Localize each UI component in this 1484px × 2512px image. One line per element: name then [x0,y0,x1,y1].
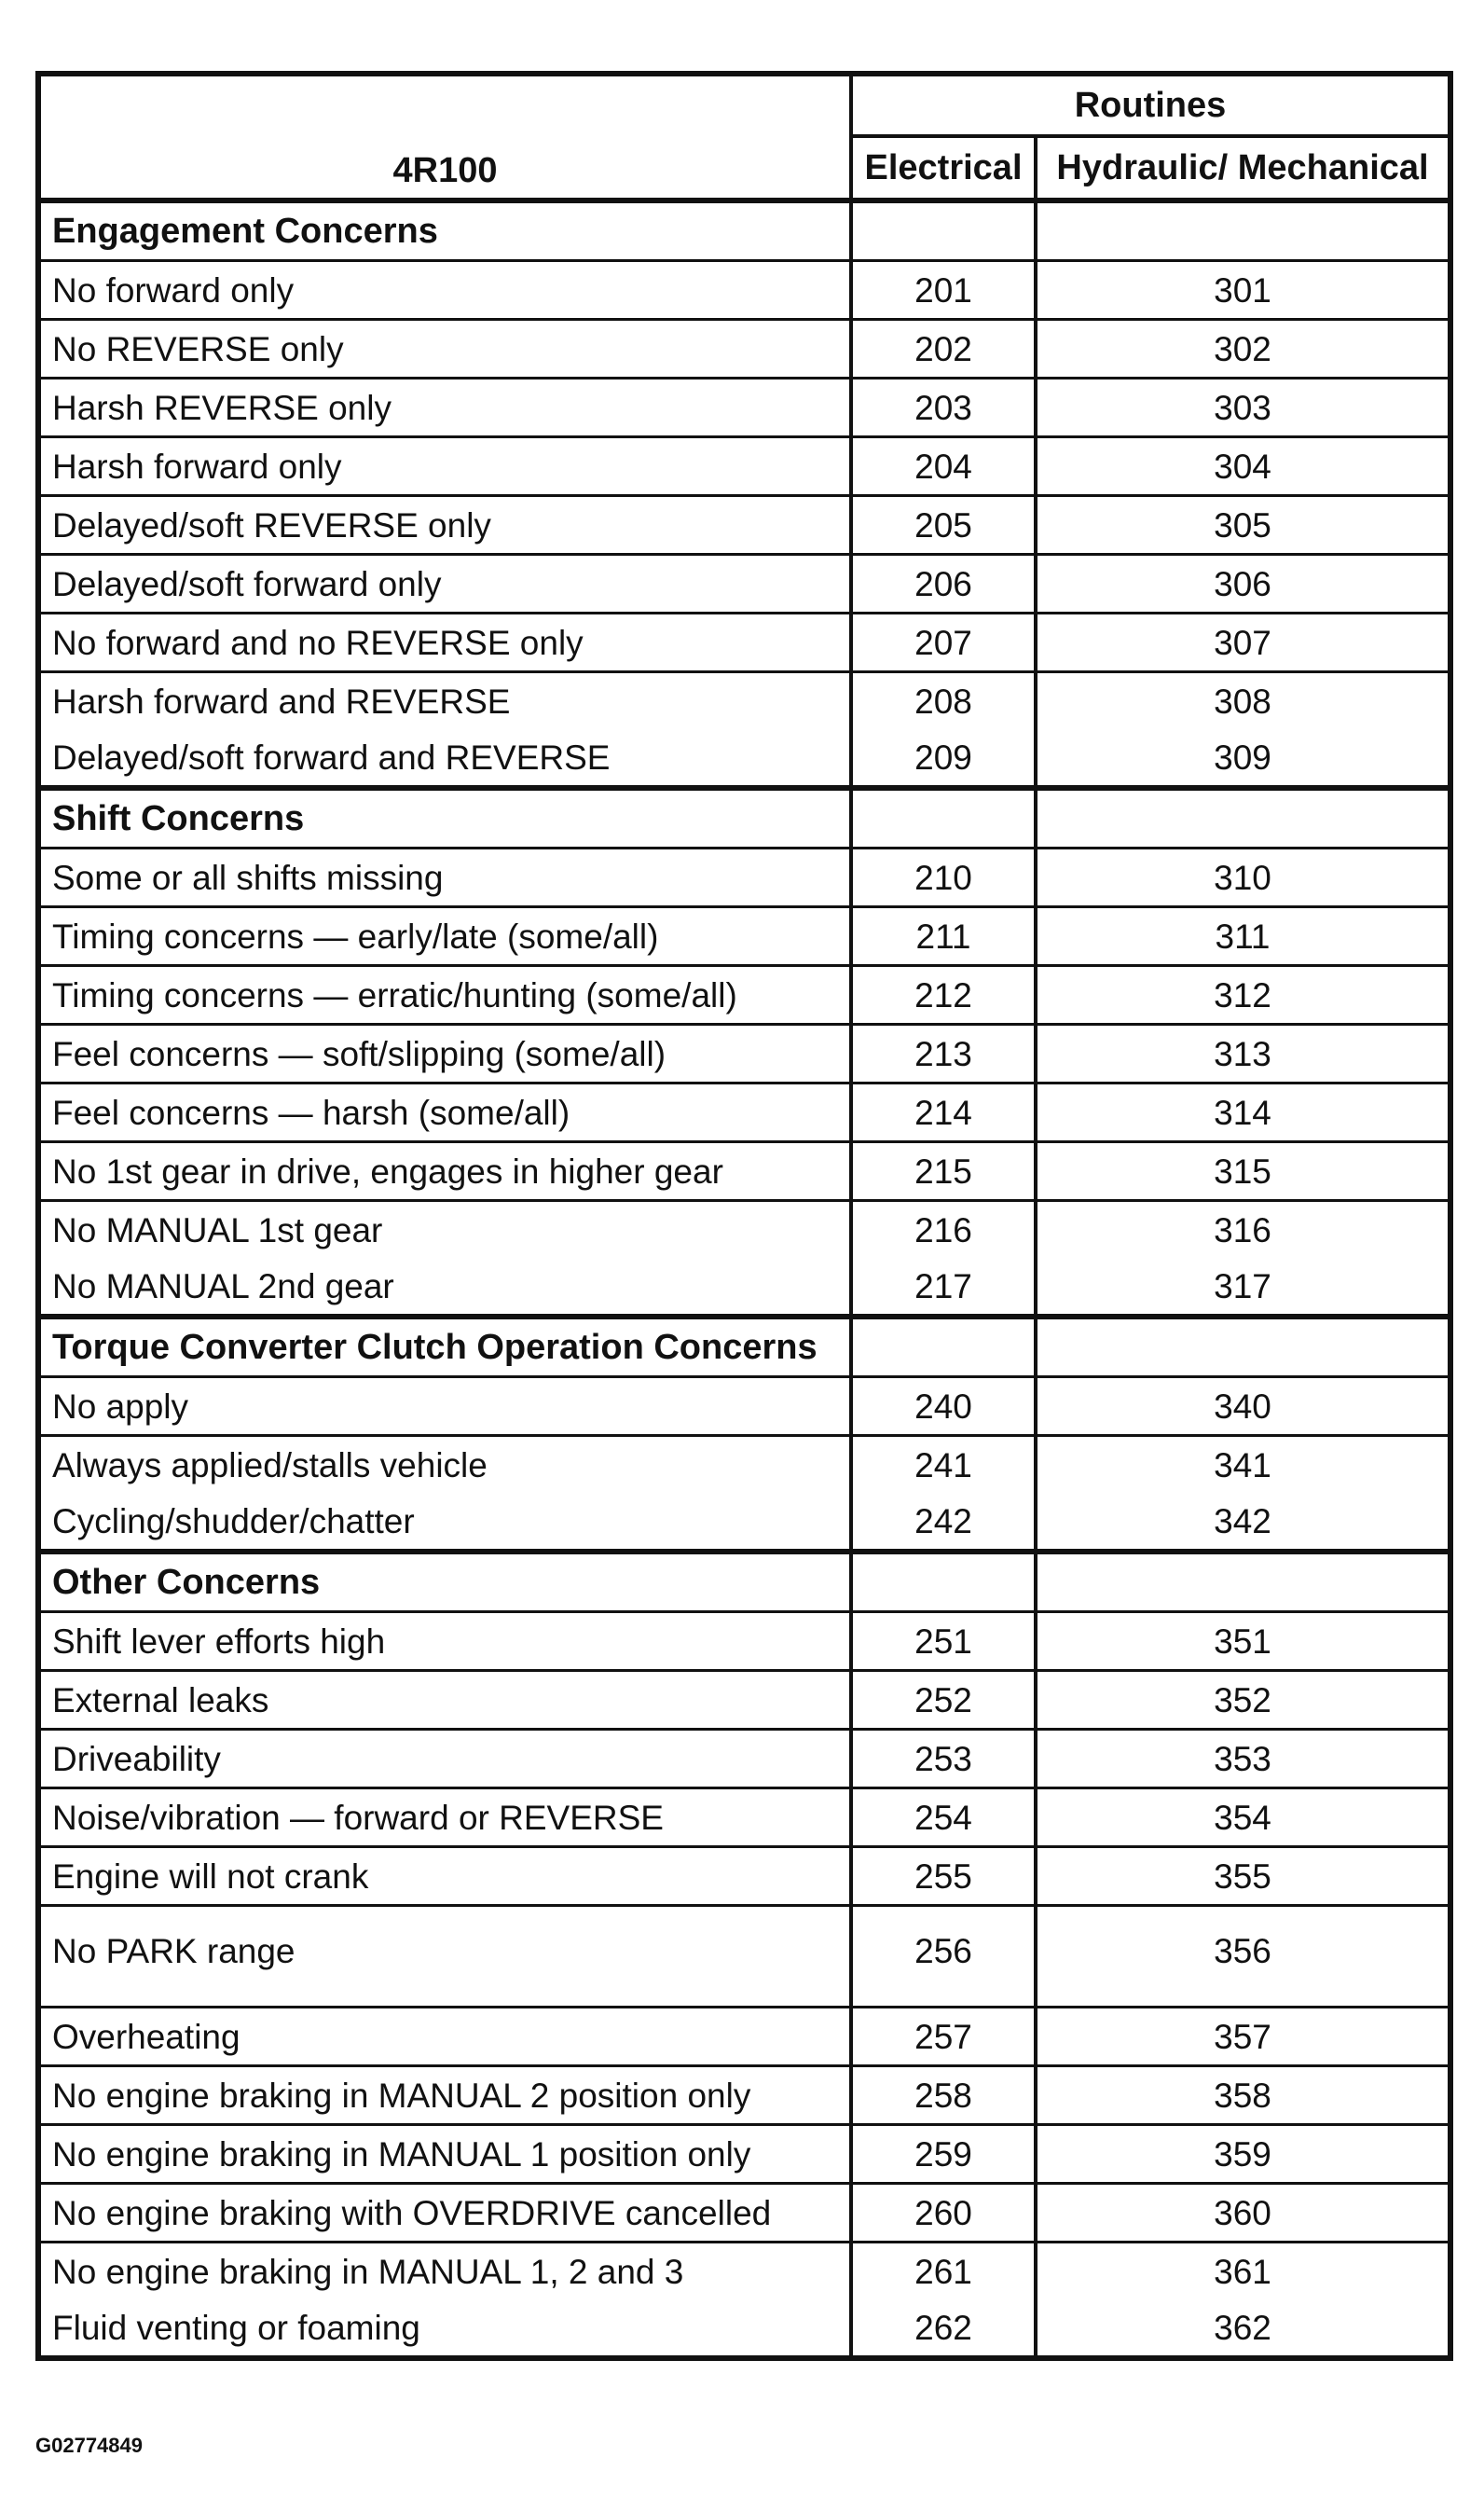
table-row [38,1258,1450,1317]
hydraulic-routine: 358 [1036,2066,1450,2125]
concern-label: No PARK range [38,1906,851,2008]
section-heading-row [38,1552,1450,1612]
concern-label: No forward only [38,261,851,320]
table-body [38,74,1450,2358]
hydraulic-routine: 351 [1036,1612,1450,1671]
concern-label: No apply [38,1377,851,1436]
figure-id-label: G02774849 [35,2434,143,2457]
table-row [38,379,1450,437]
concern-label: Delayed/soft REVERSE only [38,496,851,555]
hydraulic-routine: 309 [1036,729,1450,788]
electrical-column-header: Electrical [851,136,1036,200]
electrical-routine: 215 [851,1142,1036,1201]
hydraulic-routine: 314 [1036,1083,1450,1142]
table-row [38,555,1450,614]
hydraulic-routine: 311 [1036,907,1450,966]
table-row [38,2008,1450,2066]
hydraulic-routine: 357 [1036,2008,1450,2066]
table-row [38,849,1450,907]
concern-label: No engine braking in MANUAL 1 position only [38,2125,851,2184]
concern-label: Delayed/soft forward only [38,555,851,614]
concern-label: Some or all shifts missing [38,849,851,907]
hydraulic-routine: 304 [1036,437,1450,496]
electrical-routine: 253 [851,1730,1036,1788]
electrical-routine: 257 [851,2008,1036,2066]
section-heading-row [38,200,1450,261]
table-row [38,1142,1450,1201]
concern-label: Driveability [38,1730,851,1788]
hydraulic-routine: 316 [1036,1201,1450,1259]
section-heading: Other Concerns [38,1552,851,1612]
electrical-routine: 212 [851,966,1036,1025]
electrical-routine: 217 [851,1258,1036,1317]
table-row [38,1377,1450,1436]
electrical-routine: 241 [851,1436,1036,1494]
hydraulic-routine: 361 [1036,2243,1450,2300]
hydraulic-routine: 340 [1036,1377,1450,1436]
concern-label: No 1st gear in drive, engages in higher gear [38,1142,851,1201]
hydraulic-routine: 310 [1036,849,1450,907]
concern-label: Overheating [38,2008,851,2066]
hydraulic-routine: 354 [1036,1788,1450,1847]
electrical-routine: 205 [851,496,1036,555]
electrical-routine: 207 [851,614,1036,672]
electrical-routine: 204 [851,437,1036,496]
electrical-routine: 262 [851,2299,1036,2358]
table-row [38,437,1450,496]
hydraulic-routine: 312 [1036,966,1450,1025]
electrical-routine: 252 [851,1671,1036,1730]
table-row [38,672,1450,730]
electrical-routine: 203 [851,379,1036,437]
table-row [38,1906,1450,2008]
hydraulic-routine: 359 [1036,2125,1450,2184]
concern-label: No engine braking with OVERDRIVE cancelled [38,2184,851,2243]
electrical-routine: 261 [851,2243,1036,2300]
concern-label: Feel concerns — soft/slipping (some/all) [38,1025,851,1083]
electrical-routine: 202 [851,320,1036,379]
electrical-routine: 254 [851,1788,1036,1847]
electrical-routine: 259 [851,2125,1036,2184]
electrical-routine: 251 [851,1612,1036,1671]
table-row [38,2066,1450,2125]
electrical-routine: 214 [851,1083,1036,1142]
table-row [38,907,1450,966]
concern-label: No engine braking in MANUAL 1, 2 and 3 [38,2243,851,2300]
table-row [38,261,1450,320]
hydraulic-routine: 360 [1036,2184,1450,2243]
hydraulic-routine: 301 [1036,261,1450,320]
hydraulic-routine: 355 [1036,1847,1450,1906]
electrical-routine: 255 [851,1847,1036,1906]
routines-header: Routines [851,74,1450,136]
section-heading: Engagement Concerns [38,200,851,261]
table-row [38,1493,1450,1552]
hydraulic-routine: 317 [1036,1258,1450,1317]
hydraulic-routine: 307 [1036,614,1450,672]
table-row [38,2243,1450,2300]
table-row [38,966,1450,1025]
electrical-routine: 260 [851,2184,1036,2243]
section-heading-row [38,1317,1450,1377]
table-row [38,1788,1450,1847]
table-row [38,1730,1450,1788]
table-row [38,320,1450,379]
concern-label: Harsh forward and REVERSE [38,672,851,730]
diagnostic-routines-table [35,71,1453,2361]
section-hydraulic-blank [1036,788,1450,849]
table-row [38,729,1450,788]
section-hydraulic-blank [1036,1552,1450,1612]
table-row [38,1083,1450,1142]
concern-label: Feel concerns — harsh (some/all) [38,1083,851,1142]
table-row [38,1436,1450,1494]
electrical-routine: 206 [851,555,1036,614]
hydraulic-routine: 302 [1036,320,1450,379]
electrical-routine: 208 [851,672,1036,730]
concern-label: Engine will not crank [38,1847,851,1906]
concern-label: Cycling/shudder/chatter [38,1493,851,1552]
concern-label: Fluid venting or foaming [38,2299,851,2358]
concern-label: Timing concerns — early/late (some/all) [38,907,851,966]
section-electrical-blank [851,788,1036,849]
table-row [38,2125,1450,2184]
table-row [38,614,1450,672]
electrical-routine: 242 [851,1493,1036,1552]
section-heading: Shift Concerns [38,788,851,849]
hydraulic-routine: 305 [1036,496,1450,555]
section-electrical-blank [851,1317,1036,1377]
hydraulic-routine: 313 [1036,1025,1450,1083]
table-row [38,1847,1450,1906]
section-electrical-blank [851,1552,1036,1612]
hydraulic-routine: 362 [1036,2299,1450,2358]
section-heading-row [38,788,1450,849]
hydraulic-routine: 353 [1036,1730,1450,1788]
table-row [38,2184,1450,2243]
hydraulic-routine: 315 [1036,1142,1450,1201]
table-row [38,496,1450,555]
hydraulic-routine: 306 [1036,555,1450,614]
electrical-routine: 213 [851,1025,1036,1083]
concern-label: Harsh REVERSE only [38,379,851,437]
section-hydraulic-blank [1036,1317,1450,1377]
concern-label: No REVERSE only [38,320,851,379]
hydraulic-routine: 356 [1036,1906,1450,2008]
section-electrical-blank [851,200,1036,261]
electrical-routine: 240 [851,1377,1036,1436]
header-row [38,74,1450,136]
electrical-routine: 210 [851,849,1036,907]
table-title: 4R100 [38,74,851,200]
electrical-routine: 256 [851,1906,1036,2008]
concern-label: No MANUAL 1st gear [38,1201,851,1259]
concern-label: Harsh forward only [38,437,851,496]
table-row [38,1671,1450,1730]
hydraulic-column-header: Hydraulic/ Mechanical [1036,136,1450,200]
electrical-routine: 216 [851,1201,1036,1259]
electrical-routine: 211 [851,907,1036,966]
concern-label: Noise/vibration — forward or REVERSE [38,1788,851,1847]
concern-label: Always applied/stalls vehicle [38,1436,851,1494]
hydraulic-routine: 308 [1036,672,1450,730]
hydraulic-routine: 341 [1036,1436,1450,1494]
concern-label: Timing concerns — erratic/hunting (some/all) [38,966,851,1025]
hydraulic-routine: 342 [1036,1493,1450,1552]
section-heading: Torque Converter Clutch Operation Concerns [38,1317,851,1377]
concern-label: External leaks [38,1671,851,1730]
hydraulic-routine: 303 [1036,379,1450,437]
electrical-routine: 258 [851,2066,1036,2125]
section-hydraulic-blank [1036,200,1450,261]
hydraulic-routine: 352 [1036,1671,1450,1730]
electrical-routine: 201 [851,261,1036,320]
table-row [38,1025,1450,1083]
table-row [38,2299,1450,2358]
electrical-routine: 209 [851,729,1036,788]
concern-label: Delayed/soft forward and REVERSE [38,729,851,788]
concern-label: No MANUAL 2nd gear [38,1258,851,1317]
table-row [38,1612,1450,1671]
concern-label: Shift lever efforts high [38,1612,851,1671]
concern-label: No forward and no REVERSE only [38,614,851,672]
table-row [38,1201,1450,1259]
concern-label: No engine braking in MANUAL 2 position only [38,2066,851,2125]
